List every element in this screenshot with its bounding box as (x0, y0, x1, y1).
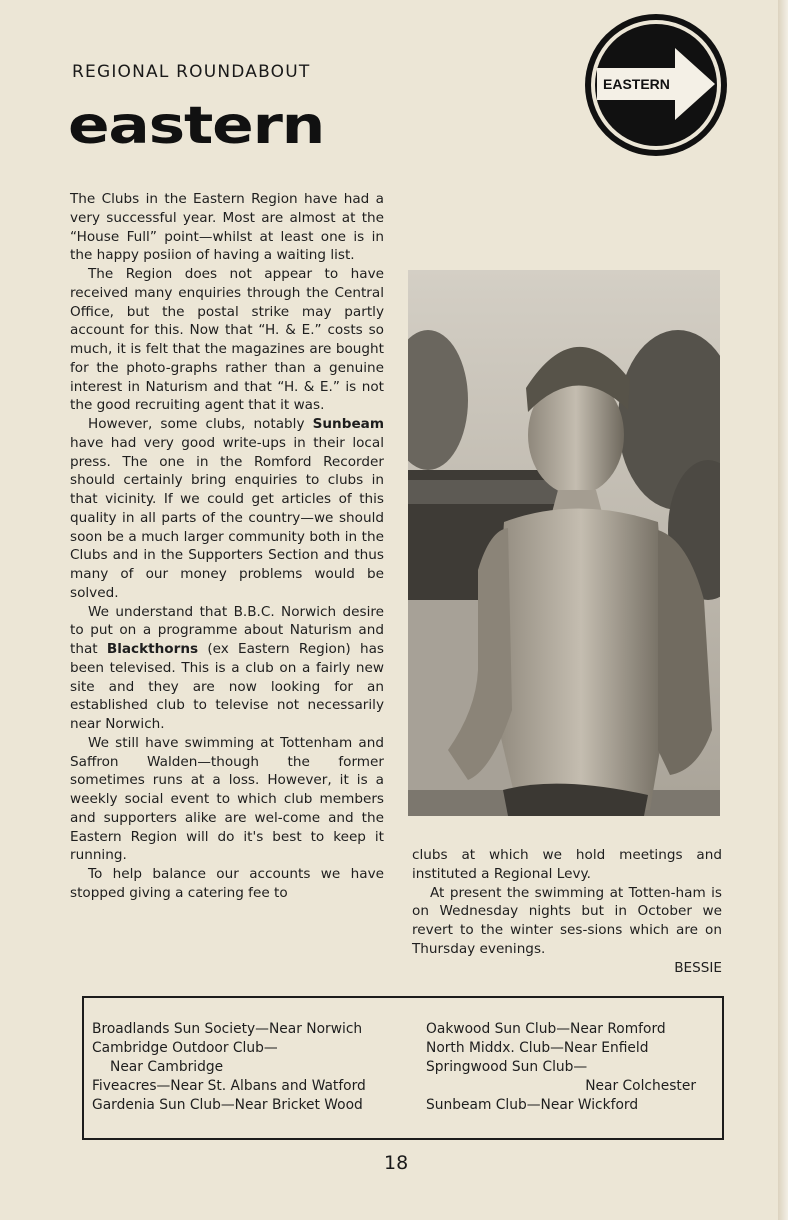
club-entry: Fiveacres—Near St. Albans and Watford (92, 1078, 366, 1094)
club-entry: Oakwood Sun Club—Near Romford (426, 1021, 666, 1037)
paragraph: We understand that B.B.C. Norwich desire to put on a programme about Naturism and that Blackthorns (ex Eastern Region) has been televised. This is a club on a fairly new site and they are now looking for an established club to televise not necessarily near Norwich. (70, 603, 384, 732)
club-entry: Broadlands Sun Society—Near Norwich (92, 1021, 363, 1037)
paragraph: To help balance our accounts we have stopped giving a catering fee to (70, 866, 384, 901)
club-entry: Gardenia Sun Club—Near Bricket Wood (92, 1097, 363, 1113)
page-edge (778, 0, 788, 1220)
logo-text: EASTERN (603, 76, 670, 92)
club-entry: Cambridge Outdoor Club— (92, 1040, 278, 1056)
photo (408, 270, 720, 816)
paragraph: clubs at which we hold meetings and instituted a Regional Levy. (412, 847, 722, 882)
author-signature: BESSIE (674, 959, 722, 976)
club-entry: Sunbeam Club—Near Wickford (426, 1097, 639, 1113)
club-name: Sunbeam (312, 416, 384, 432)
paragraph: At present the swimming at Totten-ham is on Wednesday nights but in October we revert to the winter ses-sions which are on Thursday evenings. (412, 884, 722, 957)
paragraph: We still have swimming at Tottenham and Saffron Walden—though the former sometimes runs at a loss. However, it is a weekly social event to which club members and supporters alike are wel-come and the Eastern Region will do it's best to keep it running. (70, 734, 384, 864)
club-entry: North Middx. Club—Near Enfield (426, 1040, 649, 1056)
club-entry: Springwood Sun Club— (426, 1059, 588, 1075)
article-right-column (412, 846, 722, 977)
paragraph: However, some clubs, notably Sunbeam have had very good write-ups in their local press. The one in the Romford Recorder should certainly bring enquiries to clubs in that vicinity. If we could get articles of this quality in all parts of the country—we should soon be a much larger community both in the Clubs and in the Supporters Section and thus many of our money problems would be solved. (70, 416, 384, 601)
paragraph: The Region does not appear to have received many enquiries through the Central Office, but the postal strike may partly account for this. Now that “H. & E.” costs so much, it is felt that the magazines are bought for the photo-graphs rather than a genuine interest in Naturism and that “H. & E.” is not the good recruiting agent that it was. (70, 266, 384, 414)
club-name: Blackthorns (106, 641, 199, 657)
section-kicker: REGIONAL ROUNDABOUT (72, 62, 311, 82)
paragraph: The Clubs in the Eastern Region have had a very successful year. Most are almost at the “House Full” point—whilst at least one is in the happy posiion of having a waiting list. (70, 191, 384, 264)
club-list-right (426, 1020, 696, 1115)
eastern-arrow-logo (583, 12, 729, 158)
article-left-column (70, 190, 384, 903)
page-number: 18 (384, 1152, 409, 1174)
page-title: eastern (68, 96, 325, 156)
club-list-left (92, 1020, 366, 1115)
club-entry-continuation: Near Colchester (585, 1078, 696, 1094)
club-list-box (82, 996, 724, 1140)
club-entry-continuation: Near Cambridge (110, 1059, 224, 1075)
